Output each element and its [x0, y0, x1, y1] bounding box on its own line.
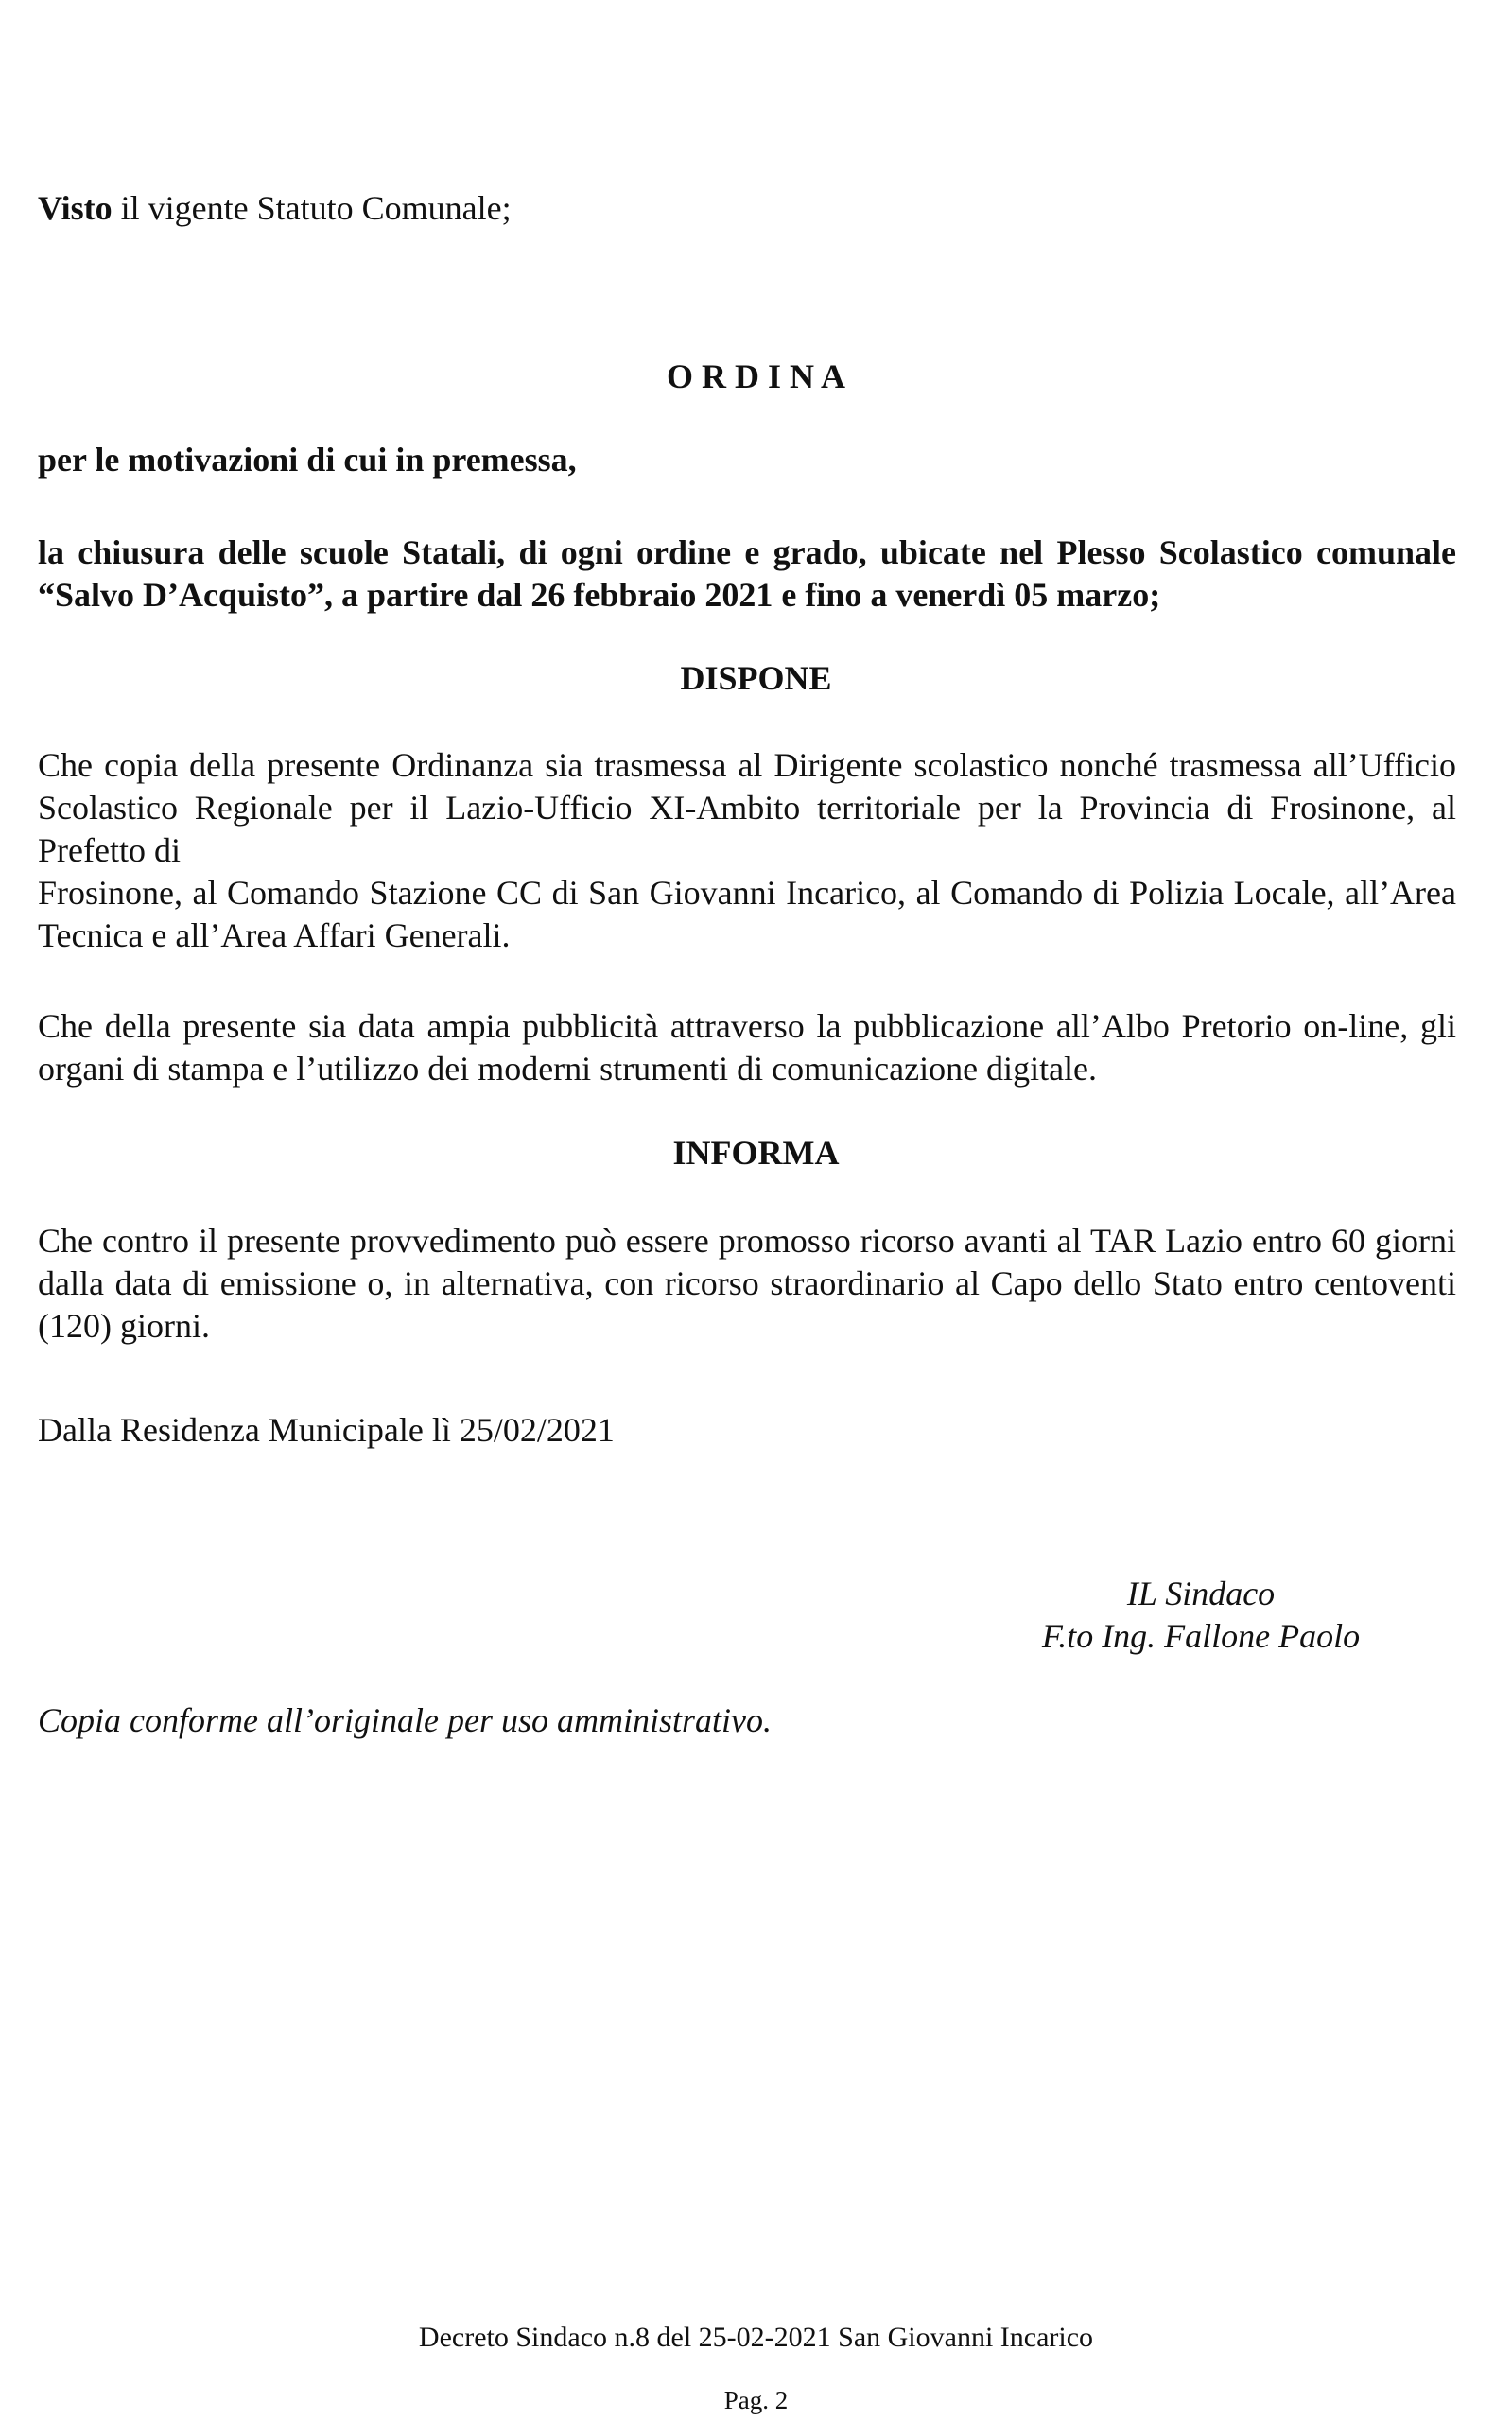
ordina-heading: O R D I N A	[666, 357, 846, 395]
place-date: Dalla Residenza Municipale lì 25/02/2021	[38, 1411, 615, 1449]
signature-title: IL Sindaco	[1126, 1575, 1276, 1612]
footer-decree: Decreto Sindaco n.8 del 25-02-2021 San Giovanni Incarico	[418, 2322, 1094, 2353]
dispone-heading: DISPONE	[680, 659, 832, 697]
copy-note: Copia conforme all’originale per uso amministrativo.	[38, 1701, 772, 1739]
statute-bold-word: Visto	[38, 189, 113, 227]
motivation-paragraph: per le motivazioni di cui in premessa,	[38, 441, 577, 479]
dispone-line-1: Che copia della presente Ordinanza sia trasmessa al Dirigente scolastico nonché trasmessa all’Ufficio Scolastico Regionale per il Lazio-Ufficio XI-Ambito territoriale per la Provincia di Frosinone, al Prefetto di	[38, 746, 1456, 869]
statute-text: il vigente Statuto Comunale;	[112, 189, 512, 227]
appeal-paragraph: Che contro il presente provvedimento può essere promosso ricorso avanti al TAR Lazio entro 60 giorni dalla data di emissione o, in alternativa, con ricorso straordinario al Capo dello Stato entro centoventi (120) giorni.	[38, 1222, 1456, 1345]
publicity-paragraph: Che della presente sia data ampia pubblicità attraverso la pubblicazione all’Albo Pretorio on-line, gli organi di stampa e l’utilizzo dei moderni strumenti di comunicazione digitale.	[38, 1007, 1456, 1088]
dispone-paragraph	[38, 744, 1456, 957]
footer-page-number: Pag. 2	[723, 2386, 789, 2414]
statute-paragraph	[38, 187, 1456, 230]
closure-paragraph: la chiusura delle scuole Statali, di ogni ordine e grado, ubicate nel Plesso Scolastico comunale “Salvo D’Acquisto”, a partire dal 26 febbraio 2021 e fino a venerdì 05 marzo;	[38, 533, 1456, 614]
signature-name: F.to Ing. Fallone Paolo	[1041, 1617, 1361, 1655]
informa-heading: INFORMA	[672, 1134, 840, 1172]
dispone-line-2: Frosinone, al Comando Stazione CC di San Giovanni Incarico, al Comando di Polizia Locale, all’Area Tecnica e all’Area Affari Generali.	[38, 874, 1456, 954]
signature-block	[1002, 1573, 1399, 1658]
